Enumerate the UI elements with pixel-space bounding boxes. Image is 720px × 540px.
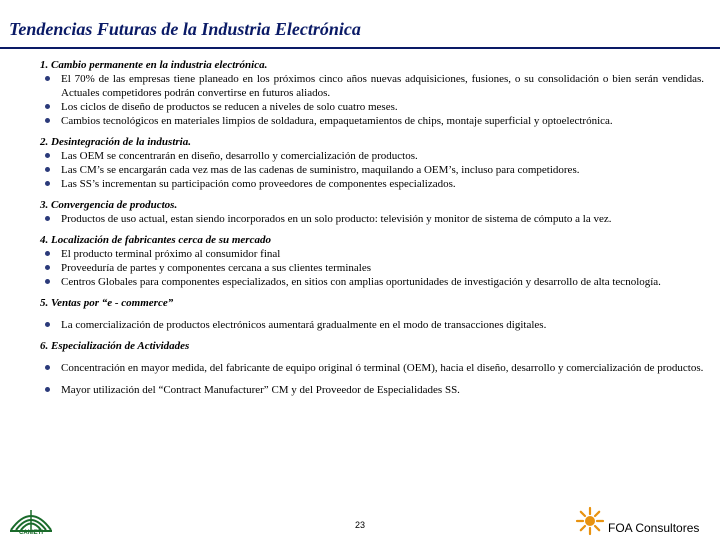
bullet-list — [40, 361, 704, 397]
bullet-icon — [45, 216, 50, 221]
section-6 — [40, 339, 704, 397]
list-item — [61, 318, 704, 332]
bullet-icon — [45, 153, 50, 158]
bullet-text: Las CM’s se encargarán cada vez mas de las cadenas de suministro, maquilando a OEM’s, incluso para competidores. — [61, 164, 580, 176]
bullet-text: El producto terminal próximo al consumidor final — [61, 248, 281, 260]
list-item — [61, 149, 704, 163]
bullet-text: La comercialización de productos electrónicos aumentará gradualmente en el modo de transacciones digitales. — [61, 319, 547, 331]
section-heading: 3. Convergencia de productos. — [40, 199, 178, 211]
bullet-icon — [45, 387, 50, 392]
list-item — [61, 177, 704, 191]
content-body — [40, 58, 704, 404]
foa-sun-logo-icon — [575, 506, 605, 536]
bullet-icon — [45, 118, 50, 123]
list-item — [61, 275, 704, 289]
title-divider — [0, 47, 720, 49]
section-heading: 1. Cambio permanente en la industria electrónica. — [40, 59, 268, 71]
bullet-icon — [45, 365, 50, 370]
bullet-text: Concentración en mayor medida, del fabricante de equipo original ó terminal (OEM), hacia el diseño, desarrollo y comercialización de productos. — [61, 362, 704, 374]
bullet-text: Proveeduría de partes y componentes cercana a sus clientes terminales — [61, 262, 372, 274]
list-item — [61, 100, 704, 114]
bullet-icon — [45, 167, 50, 172]
bullet-list — [40, 318, 704, 332]
list-item — [61, 163, 704, 177]
bullet-icon — [45, 279, 50, 284]
bullet-text: Centros Globales para componentes especializados, en sitios con amplias oportunidades de investigación y desarrollo de alta tecnología. — [61, 276, 661, 288]
section-5 — [40, 296, 704, 332]
bullet-text: Las OEM se concentrarán en diseño, desarrollo y comercialización de productos. — [61, 150, 418, 162]
list-item — [61, 247, 704, 261]
section-4 — [40, 233, 704, 289]
bullet-icon — [45, 251, 50, 256]
section-heading: 4. Localización de fabricantes cerca de su mercado — [40, 234, 271, 246]
bullet-icon — [45, 104, 50, 109]
list-item — [61, 114, 704, 128]
bullet-text: Cambios tecnológicos en materiales limpios de soldadura, empaquetamientos de chips, montaje superficial y optoelectrónica. — [61, 115, 613, 127]
list-item — [61, 212, 704, 226]
bullet-list — [40, 149, 704, 191]
page-title: Tendencias Futuras de la Industria Electrónica — [9, 19, 361, 39]
section-heading: 2. Desintegración de la industria. — [40, 136, 191, 148]
list-item — [61, 361, 704, 375]
section-2 — [40, 135, 704, 191]
bullet-text: Productos de uso actual, estan siendo incorporados en un solo producto: televisión y monitor de sistema de cómputo a la vez. — [61, 213, 612, 225]
list-item — [61, 72, 704, 100]
bullet-list — [40, 212, 704, 226]
section-3 — [40, 198, 704, 226]
bullet-list — [40, 247, 704, 289]
page-number: 23 — [354, 520, 365, 530]
bullet-icon — [45, 265, 50, 270]
bullet-icon — [45, 322, 50, 327]
bullet-text: Las SS’s incrementan su participación como proveedores de componentes especializados. — [61, 178, 456, 190]
canieti-logo-text: CANIETI — [19, 530, 43, 536]
section-1 — [40, 58, 704, 128]
bullet-text: Los ciclos de diseño de productos se reducen a niveles de solo cuatro meses. — [61, 101, 398, 113]
section-heading: 6. Especialización de Actividades — [40, 340, 190, 352]
bullet-text: Mayor utilización del “Contract Manufacturer” CM y del Proveedor de Especialidades SS. — [61, 384, 460, 396]
bullet-icon — [45, 181, 50, 186]
list-item — [61, 383, 704, 397]
bullet-list — [40, 72, 704, 128]
bullet-text: El 70% de las empresas tiene planeado en los próximos cinco años nuevas adquisiciones, fusiones, o su consolidación o bien serán vendidas. Actuales competidores podrán convertirse en futuros aliados. — [61, 73, 704, 99]
section-heading: 5. Ventas por “e - commerce” — [40, 297, 174, 309]
company-name: FOA Consultores — [608, 521, 700, 535]
bullet-icon — [45, 76, 50, 81]
list-item — [61, 261, 704, 275]
